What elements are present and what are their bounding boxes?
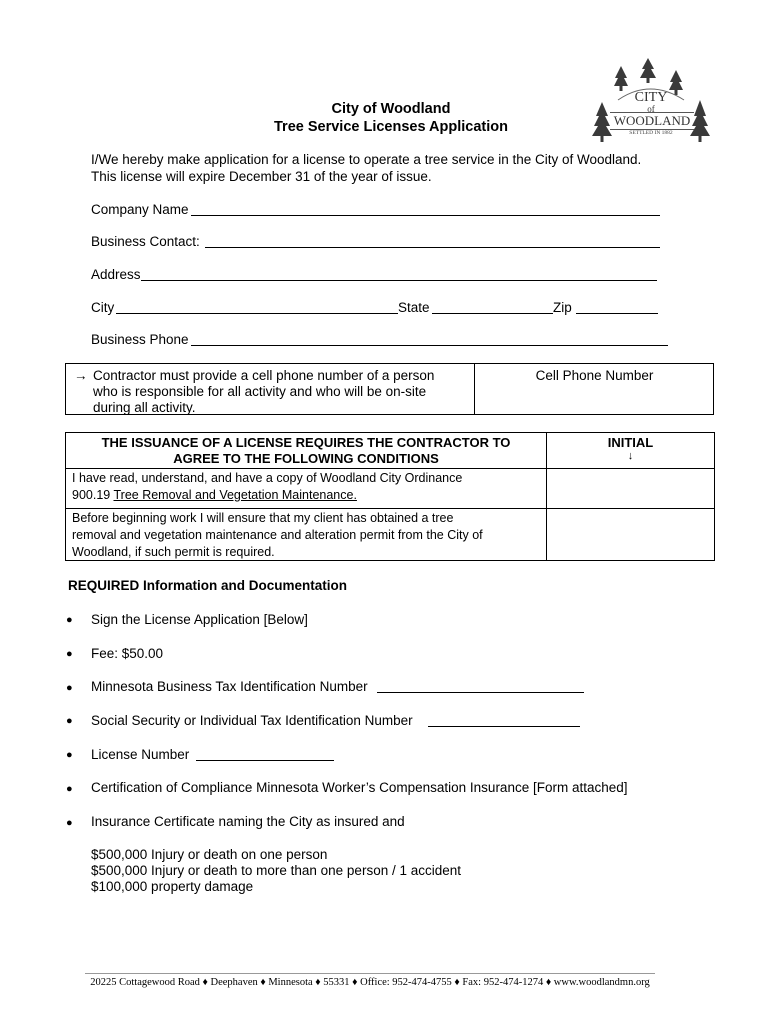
- bullet-icon: ●: [66, 715, 73, 727]
- down-arrow-icon: ↓: [627, 450, 634, 462]
- page-subtitle: Tree Service Licenses Application: [274, 119, 508, 135]
- ordinance-link[interactable]: Tree Removal and Vegetation Maintenance.: [113, 488, 357, 502]
- tax-id-line[interactable]: [377, 692, 584, 693]
- logo-of-text: of: [647, 104, 655, 114]
- conditions-table: [65, 432, 715, 561]
- address-line[interactable]: [141, 280, 657, 281]
- cell-phone-box: [65, 363, 714, 415]
- page-title: City of Woodland: [331, 101, 451, 117]
- company-name-label: Company Name: [91, 202, 189, 217]
- initial-header: INITIAL: [607, 435, 654, 450]
- condition-2-line-3: Woodland, if such permit is required.: [72, 545, 275, 559]
- required-item-compliance: Certification of Compliance Minnesota Worker’s Compensation Insurance [Form attached]: [91, 780, 628, 795]
- intro-line-2: This license will expire December 31 of the year of issue.: [91, 169, 432, 184]
- bullet-icon: ●: [66, 614, 73, 626]
- insurance-line-2: $500,000 Injury or death to more than one person / 1 accident: [91, 863, 461, 878]
- ordinance-number: 900.19: [72, 488, 114, 502]
- city-line[interactable]: [116, 313, 398, 314]
- condition-2-line-1: Before beginning work I will ensure that my client has obtained a tree: [72, 511, 454, 525]
- logo-woodland-text: WOODLAND: [610, 112, 694, 130]
- footer-contact: 20225 Cottagewood Road ♦ Deephaven ♦ Minnesota ♦ 55331 ♦ Office: 952-474-4755 ♦ Fax: 952-474-1274 ♦ www.woodlandmn.org: [90, 977, 650, 988]
- condition-2-line-2: removal and vegetation maintenance and alteration permit from the City of: [72, 528, 483, 542]
- bullet-icon: ●: [66, 648, 73, 660]
- required-item-sign: Sign the License Application [Below]: [91, 612, 308, 627]
- business-phone-label: Business Phone: [91, 332, 189, 347]
- cell-note-line-2: who is responsible for all activity and who will be on-site: [93, 384, 427, 399]
- bullet-icon: ●: [66, 749, 73, 761]
- cell-phone-number-label[interactable]: Cell Phone Number: [535, 368, 654, 383]
- bullet-icon: ●: [66, 783, 73, 795]
- city-label: City: [91, 300, 115, 315]
- required-item-ssn: Social Security or Individual Tax Identification Number: [91, 713, 413, 728]
- zip-line[interactable]: [576, 313, 658, 314]
- bullet-icon: ●: [66, 817, 73, 829]
- state-line[interactable]: [432, 313, 553, 314]
- required-item-tax-id: Minnesota Business Tax Identification Number: [91, 679, 368, 694]
- business-contact-line[interactable]: [205, 247, 660, 248]
- business-contact-label: Business Contact:: [91, 234, 200, 249]
- zip-label: Zip: [553, 300, 572, 315]
- right-arrow-icon: →: [74, 368, 88, 383]
- required-item-fee: Fee: $50.00: [91, 646, 164, 661]
- ssn-line[interactable]: [428, 726, 580, 727]
- required-item-license: License Number: [91, 747, 190, 762]
- cell-note-line-1: Contractor must provide a cell phone number of a person: [93, 368, 435, 383]
- initial-box-2[interactable]: [547, 509, 714, 560]
- conditions-header-line-1: THE ISSUANCE OF A LICENSE REQUIRES THE CONTRACTOR TO: [101, 435, 511, 450]
- cell-note-line-3: during all activity.: [93, 400, 196, 415]
- license-number-line[interactable]: [196, 760, 334, 761]
- state-label: State: [398, 300, 430, 315]
- initial-box-1[interactable]: [547, 469, 714, 508]
- required-heading: REQUIRED Information and Documentation: [68, 578, 348, 593]
- logo-city-text: CITY: [634, 90, 668, 105]
- intro-line-1: I/We hereby make application for a license to operate a tree service in the City of Woodland.: [91, 152, 642, 167]
- business-phone-line[interactable]: [191, 345, 668, 346]
- conditions-header-line-2: AGREE TO THE FOLLOWING CONDITIONS: [173, 451, 439, 466]
- logo-settled-text: SETTLED IN 1882: [629, 130, 673, 136]
- insurance-line-3: $100,000 property damage: [91, 879, 254, 894]
- address-label: Address: [91, 267, 141, 282]
- bullet-icon: ●: [66, 682, 73, 694]
- footer-rule: [85, 973, 655, 974]
- condition-1-line-1: I have read, understand, and have a copy of Woodland City Ordinance: [72, 471, 463, 485]
- company-name-line[interactable]: [191, 215, 660, 216]
- insurance-line-1: $500,000 Injury or death on one person: [91, 847, 328, 862]
- required-item-insurance: Insurance Certificate naming the City as insured and: [91, 814, 405, 829]
- condition-1-line-2: [72, 488, 357, 502]
- city-logo: [588, 56, 714, 148]
